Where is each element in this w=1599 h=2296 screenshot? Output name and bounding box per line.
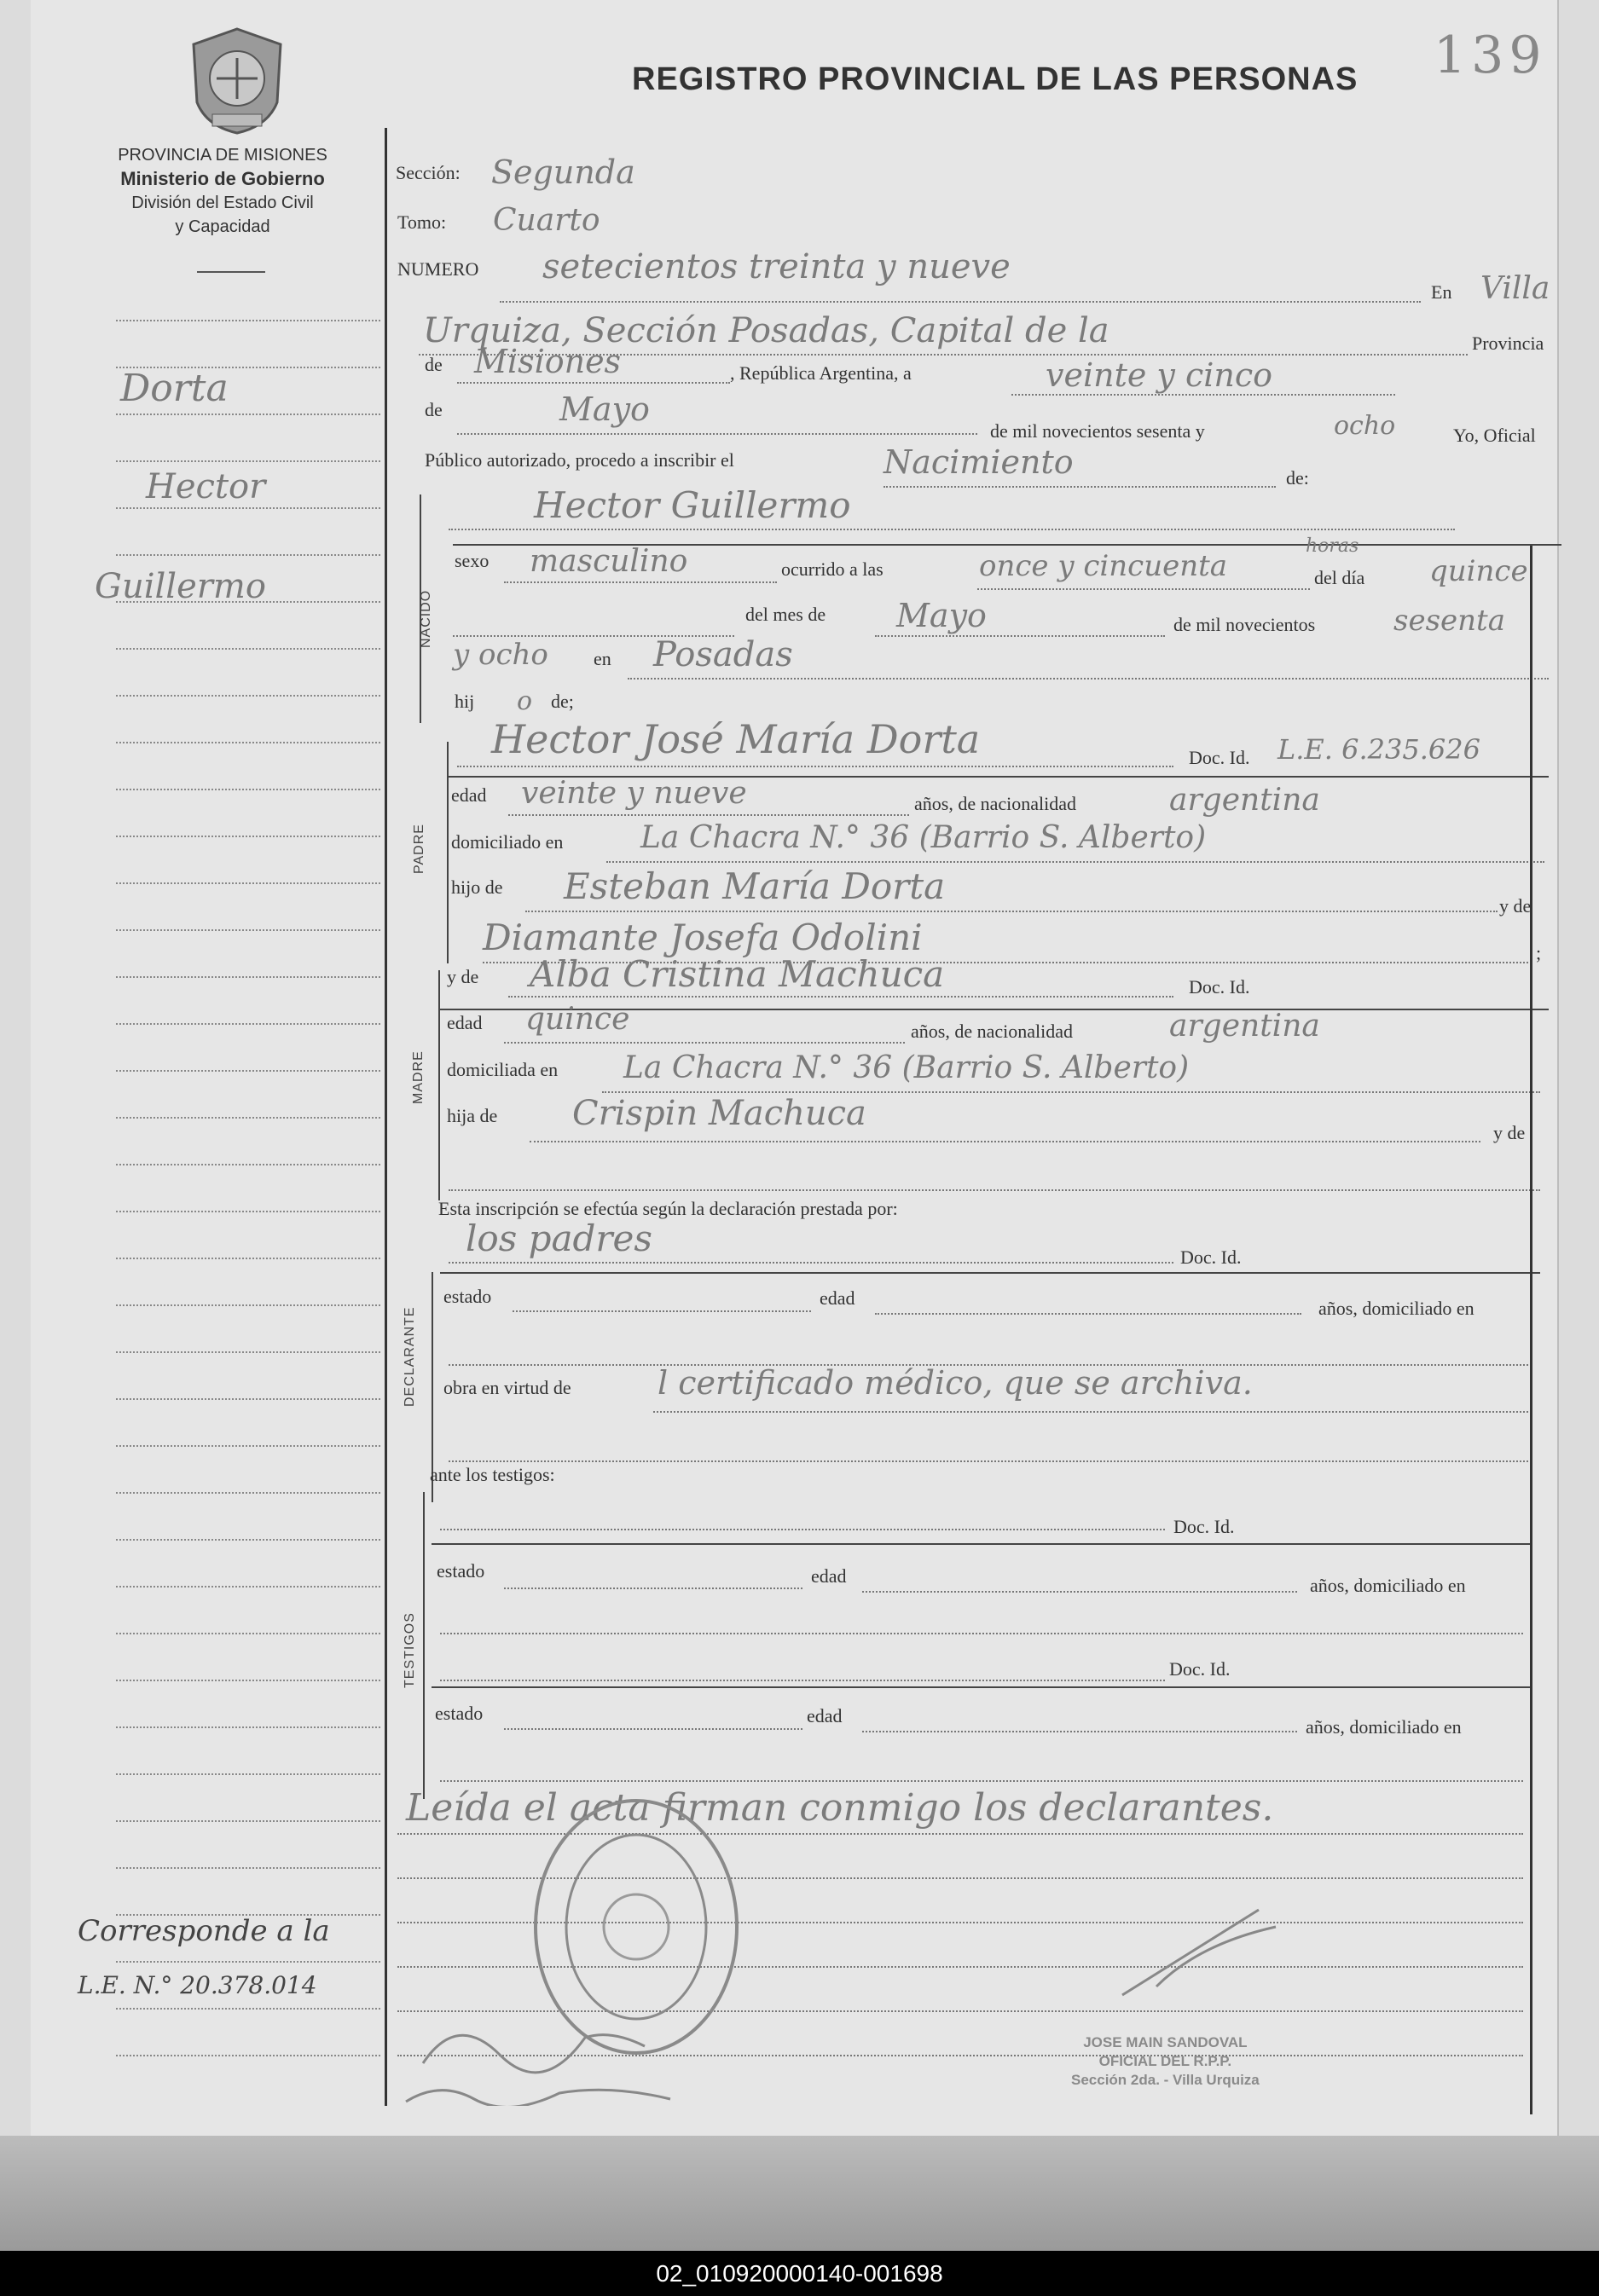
declarante-anos-label: años, domiciliado en xyxy=(1318,1298,1474,1319)
padre-doc-label: Doc. Id. xyxy=(1189,747,1250,768)
sidebar-rule xyxy=(116,1258,380,1259)
declarante-edad-line xyxy=(875,1313,1301,1315)
testigo1-dom-line xyxy=(440,1633,1523,1634)
testigo2-nombre-line xyxy=(440,1680,1165,1681)
sidebar-rule xyxy=(116,1023,380,1025)
official-stamp-text xyxy=(1071,2033,1260,2090)
dia-value-nacido: quince xyxy=(1429,554,1528,588)
ministry-label: Ministerio de Gobierno xyxy=(120,168,325,189)
declarante-intro: Esta inscripción se efectúa según la declaración prestada por: xyxy=(438,1198,898,1219)
madre-hija-label: hija de xyxy=(447,1105,498,1126)
padre-madre-value: Diamante Josefa Odolini xyxy=(483,917,923,958)
de-nacido-label: de; xyxy=(551,691,574,712)
testigo2-anos-label: años, domiciliado en xyxy=(1306,1716,1462,1738)
anio-cont-value: y ocho xyxy=(453,638,548,672)
testigo2-doc-label: Doc. Id. xyxy=(1169,1658,1231,1680)
right-border xyxy=(1530,546,1532,2114)
padre-nombre-value: Hector José María Dorta xyxy=(491,716,981,762)
testigo2-top-rule xyxy=(432,1686,1532,1688)
anio-nacido-value: sesenta xyxy=(1393,604,1505,638)
mes-nacido-value: Mayo xyxy=(896,597,987,634)
ocurrido-label: ocurrido a las xyxy=(781,558,884,580)
testigo1-nombre-line xyxy=(440,1529,1165,1530)
de-label: de xyxy=(425,354,443,375)
declarante-top-rule xyxy=(440,1272,1540,1274)
mil-label: de mil novecientos sesenta y xyxy=(990,420,1205,442)
sidebar-surname: Dorta xyxy=(120,367,229,410)
madre-nac-label: años, de nacionalidad xyxy=(911,1021,1073,1042)
hora-line xyxy=(977,588,1310,590)
en-nacido-label: en xyxy=(594,648,611,669)
sidebar-rule xyxy=(116,1726,380,1728)
stamp-line3: Sección 2da. - Villa Urquiza xyxy=(1071,2072,1260,2088)
sidebar-rule xyxy=(116,1961,380,1963)
footer-bar xyxy=(0,2251,1599,2296)
sidebar-note1: Corresponde a la xyxy=(78,1914,330,1948)
nacido-label: NACIDO xyxy=(419,589,433,648)
acto-line xyxy=(884,486,1276,488)
closing-text: Leída el acta firman conmigo los declarantes. xyxy=(406,1786,1274,1830)
numero-line xyxy=(500,301,1421,303)
sidebar-rule xyxy=(116,1211,380,1212)
padre-box-left xyxy=(447,742,449,963)
testigo1-top-rule xyxy=(432,1543,1532,1545)
sidebar-rule xyxy=(116,1492,380,1494)
yo-label: Yo, Oficial xyxy=(1453,425,1536,446)
de-value: Misiones xyxy=(474,343,622,380)
padre-dom-value: La Chacra N.° 36 (Barrio S. Alberto) xyxy=(640,820,1207,855)
numero-value: setecientos treinta y nueve xyxy=(542,247,1011,286)
declarante-last-line xyxy=(449,1460,1532,1462)
padre-label: PADRE xyxy=(412,824,426,874)
sidebar-rule xyxy=(116,1539,380,1541)
sidebar-rule xyxy=(116,1773,380,1775)
declarante-nombre-line xyxy=(449,1262,1173,1264)
declarante-obra-line xyxy=(653,1411,1532,1413)
sidebar-rule xyxy=(116,2008,380,2010)
sidebar-rule xyxy=(116,695,380,697)
testigo1-estado-line xyxy=(504,1588,802,1589)
padre-dom-label: domiciliado en xyxy=(451,831,564,853)
sidebar-rule xyxy=(116,1351,380,1353)
padre-yde-label: y de xyxy=(1499,895,1532,917)
sidebar-divider xyxy=(197,271,265,273)
sexo-label: sexo xyxy=(455,550,490,571)
madre-doc-label: Doc. Id. xyxy=(1189,976,1250,998)
declarante-obra-label: obra en virtud de xyxy=(443,1377,571,1398)
line2-value: Urquiza, Sección Posadas, Capital de la xyxy=(423,311,1109,350)
provincial-seal-icon xyxy=(187,26,287,136)
declarante-nombre-value: los padres xyxy=(466,1217,652,1259)
acto-value: Nacimiento xyxy=(884,443,1074,481)
madre-nombre-value: Alba Cristina Machuca xyxy=(530,953,945,995)
stamp-line2: OFICIAL DEL R.P.P. xyxy=(1098,2053,1232,2069)
hij-label: hij xyxy=(455,691,475,712)
sidebar-rule xyxy=(116,836,380,837)
padre-edad-label: edad xyxy=(451,784,487,806)
hora-extra: horas xyxy=(1306,535,1359,557)
del-dia-label: del día xyxy=(1314,567,1365,588)
tomo-label: Tomo: xyxy=(397,211,447,233)
mes-value: Mayo xyxy=(559,390,650,428)
testigo1-doc-label: Doc. Id. xyxy=(1173,1516,1235,1537)
testigos-box-left xyxy=(423,1492,425,1799)
hij-value: o xyxy=(517,686,533,716)
padre-dom-line xyxy=(606,861,1544,863)
en-value: Villa xyxy=(1480,271,1550,306)
padre-hijo-value: Esteban María Dorta xyxy=(564,865,946,907)
provincia-label: Provincia xyxy=(1472,333,1544,354)
seccion-value: Segunda xyxy=(491,153,635,191)
stamp-line1: JOSE MAIN SANDOVAL xyxy=(1083,2034,1248,2050)
madre-edad-label: edad xyxy=(447,1012,483,1033)
madre-dom-line xyxy=(602,1091,1540,1093)
sexo-value: masculino xyxy=(530,544,688,579)
sidebar-rule xyxy=(116,1820,380,1822)
dia-value: veinte y cinco xyxy=(1046,356,1273,394)
sidebar-rule xyxy=(116,414,380,415)
tomo-value: Cuarto xyxy=(493,203,600,238)
province-label: PROVINCIA DE MISIONES xyxy=(118,146,327,165)
seccion-label: Sección: xyxy=(396,162,461,183)
mes-nacido-line xyxy=(875,635,1165,637)
padre-nombre-line xyxy=(457,766,1173,767)
publico-label: Público autorizado, procedo a inscribir el xyxy=(425,449,734,471)
sidebar-rule xyxy=(116,882,380,884)
testigo2-estado-line xyxy=(504,1728,802,1730)
anio-value: ocho xyxy=(1334,411,1396,441)
sidebar-name1: Hector xyxy=(146,467,266,506)
sidebar-note2: L.E. N.° 20.378.014 xyxy=(78,1971,317,1999)
madre-hija-value: Crispin Machuca xyxy=(572,1094,866,1133)
padre-hijo-label: hijo de xyxy=(451,876,503,898)
testigo2-edad-label: edad xyxy=(807,1705,843,1726)
sidebar-rule xyxy=(116,1070,380,1072)
testigo1-edad-line xyxy=(862,1591,1297,1593)
sidebar-rule xyxy=(116,976,380,978)
madre-yde2-label: y de xyxy=(1493,1122,1526,1143)
padre-edad-value: veinte y nueve xyxy=(521,776,747,811)
declarante-edad-label: edad xyxy=(820,1287,855,1309)
sidebar-rule xyxy=(116,1398,380,1400)
page-number: 139 xyxy=(1434,26,1547,85)
en-label: En xyxy=(1431,281,1452,303)
sidebar-rule xyxy=(116,1445,380,1447)
lugar-line xyxy=(628,678,1549,680)
madre-hija-line xyxy=(530,1141,1480,1142)
padre-nac-label: años, de nacionalidad xyxy=(914,793,1076,814)
testigo1-edad-label: edad xyxy=(811,1565,847,1587)
mil-nacido-label: de mil novecientos xyxy=(1173,614,1316,635)
sidebar-rule xyxy=(116,2055,380,2056)
sidebar-rule xyxy=(116,742,380,743)
footer-id: 02_010920000140-001698 xyxy=(656,2260,943,2287)
hora-value: once y cincuenta xyxy=(979,549,1228,583)
mes-line xyxy=(457,433,977,435)
division-label: División del Estado Civil xyxy=(131,194,314,212)
testigo1-estado-label: estado xyxy=(437,1560,485,1582)
sidebar-rule xyxy=(116,1633,380,1634)
capacity-label: y Capacidad xyxy=(175,217,270,236)
madre-last-line xyxy=(449,1189,1540,1191)
padre-doc-value: L.E. 6.235.626 xyxy=(1277,733,1480,766)
sidebar-rule xyxy=(116,1867,380,1869)
testigo1-anos-label: años, domiciliado en xyxy=(1310,1575,1466,1596)
madre-label: MADRE xyxy=(411,1050,426,1104)
declarante-estado-label: estado xyxy=(443,1286,492,1307)
main-divider xyxy=(385,128,387,2106)
testigos-intro: ante los testigos: xyxy=(430,1464,555,1485)
madre-edad-value: quince xyxy=(525,1002,630,1037)
testigo2-edad-line xyxy=(862,1731,1297,1732)
de2-label: de xyxy=(425,399,443,420)
declarante-label: DECLARANTE xyxy=(403,1306,417,1407)
sidebar-rule xyxy=(116,320,380,321)
nombre-value: Hector Guillermo xyxy=(534,484,851,526)
declarante-doc-label: Doc. Id. xyxy=(1180,1246,1242,1268)
lugar-value: Posadas xyxy=(653,635,793,674)
sidebar-rule xyxy=(116,1680,380,1681)
sheet-edge xyxy=(0,2136,1599,2251)
register-sheet xyxy=(31,0,1559,2149)
official-signature xyxy=(1105,1893,1327,2012)
nombre-line xyxy=(449,529,1455,530)
madre-nombre-line xyxy=(508,996,1173,998)
testigos-label: TESTIGOS xyxy=(403,1612,417,1688)
del-mes-label: del mes de xyxy=(745,604,826,625)
republica-label: , República Argentina, a xyxy=(730,362,912,384)
declarante-estado-line xyxy=(513,1310,811,1312)
de-line xyxy=(457,382,730,384)
padre-semicolon: ; xyxy=(1536,942,1542,963)
sidebar-rule xyxy=(116,1586,380,1588)
madre-dom-value: La Chacra N.° 36 (Barrio S. Alberto) xyxy=(623,1050,1190,1085)
madre-dom-label: domiciliada en xyxy=(447,1059,559,1080)
padre-nac-value: argentina xyxy=(1169,783,1320,818)
sidebar-rule xyxy=(116,1164,380,1165)
sidebar-rule xyxy=(116,554,380,556)
sidebar-rule xyxy=(116,789,380,790)
page-title: REGISTRO PROVINCIAL DE LAS PERSONAS xyxy=(632,61,1359,97)
padre-hijo-line xyxy=(525,911,1498,912)
declarante-obra-value: l certificado médico, que se archiva. xyxy=(658,1364,1253,1402)
sidebar-name2: Guillermo xyxy=(95,567,266,606)
sexo-line xyxy=(504,581,777,583)
madre-edad-line xyxy=(504,1042,905,1044)
padre-edad-line xyxy=(508,814,909,816)
testigo2-estado-label: estado xyxy=(435,1703,484,1724)
numero-label: NUMERO xyxy=(397,258,479,280)
sidebar-rule xyxy=(116,460,380,462)
sidebar-rule xyxy=(116,1117,380,1119)
sidebar-rule xyxy=(116,1304,380,1306)
sidebar-rule xyxy=(116,929,380,931)
madre-box-left xyxy=(438,970,440,1200)
sidebar-rule xyxy=(116,648,380,650)
madre-nac-value: argentina xyxy=(1169,1009,1320,1044)
sidebar-rule xyxy=(116,507,380,509)
official-seal-icon xyxy=(500,1773,790,2063)
de3-label: de: xyxy=(1286,467,1309,489)
dia-line xyxy=(1011,394,1395,396)
madre-yde-label: y de xyxy=(447,966,479,987)
